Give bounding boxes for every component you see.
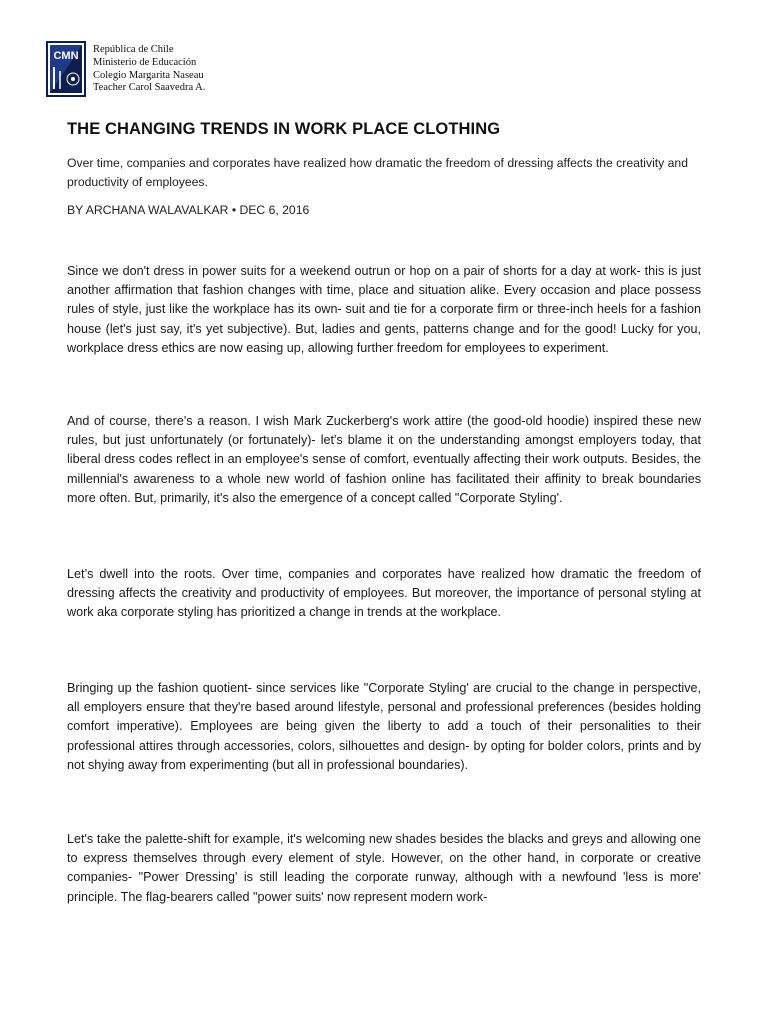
ministry-line: Ministerio de Educación bbox=[93, 56, 197, 68]
article-title: THE CHANGING TRENDS IN WORK PLACE CLOTHING bbox=[67, 120, 501, 138]
paragraph-3: Let’s dwell into the roots. Over time, companies and corporates have realized how dramatic the freedom of dressing affects the creativity and productivity of employees. But moreover, the importance of personal styling at work aka corporate styling has prioritized a change in trends at the workplace. bbox=[67, 567, 701, 620]
paragraph-1: Since we don't dress in power suits for a weekend outrun or hop on a pair of shorts for a day at work- this is just another affirmation that fashion changes with time, place and situation alike. Every occasion and place possess rules of style, just like the workplace has its own- suit and tie for a corporate firm or three-inch heels for a fashion house (let's just say, it's yet subjective). But, ladies and gents, patterns change and for the good! Lucky for you, workplace dress ethics are now easing up, allowing further freedom for employees to experiment. bbox=[67, 264, 701, 355]
school-info bbox=[93, 44, 205, 95]
logo-monogram: CMN bbox=[53, 50, 79, 62]
paragraph-2: And of course, there's a reason. I wish Mark Zuckerberg's work attire (the good-old hoodie) inspired these new rules, but just unfortunately (or fortunately)- let's blame it on the understanding amongst employers today, that liberal dress codes reflect in an employee's sense of comfort, eventually affecting their work outputs. Besides, the millennial's awareness to a whole new world of fashion online has facilitated their affinity to break boundaries more often. But, primarily, it's also the emergence of a concept called "Corporate Styling'. bbox=[67, 414, 701, 505]
article-byline: BY ARCHANA WALAVALKAR • DEC 6, 2016 bbox=[67, 203, 310, 217]
country-line: República de Chile bbox=[93, 44, 174, 55]
teacher-line: Teacher Carol Saavedra A. bbox=[93, 82, 206, 94]
school-header bbox=[46, 41, 346, 101]
article-subtitle: Over time, companies and corporates have realized how dramatic the freedom of dressing affects the creativity and productivity of employees. bbox=[67, 156, 688, 189]
paragraph-5: Let's take the palette-shift for example, it's welcoming new shades besides the blacks and greys and allowing one to express themselves through every element of style. However, on the other hand, in corporate or creative companies- "Power Dressing' is still leading the corporate runway, although with a newfound 'less is more' principle. The flag-bearers called "power suits' now represent modern work- bbox=[67, 832, 701, 904]
school-logo bbox=[46, 41, 86, 97]
school-line: Colegio Margarita Naseau bbox=[93, 69, 204, 81]
paragraph-4: Bringing up the fashion quotient- since services like "Corporate Styling' are crucial to the change in perspective, all employers ensure that they're based around lifestyle, personal and professional preferences (besides holding comfort imperative). Employees are being given the liberty to add a touch of their personalities to their professional attires through accessories, colors, silhouettes and design- by opting for bolder colors, prints and by not shying away from experimenting (but all in professional boundaries). bbox=[67, 681, 701, 772]
